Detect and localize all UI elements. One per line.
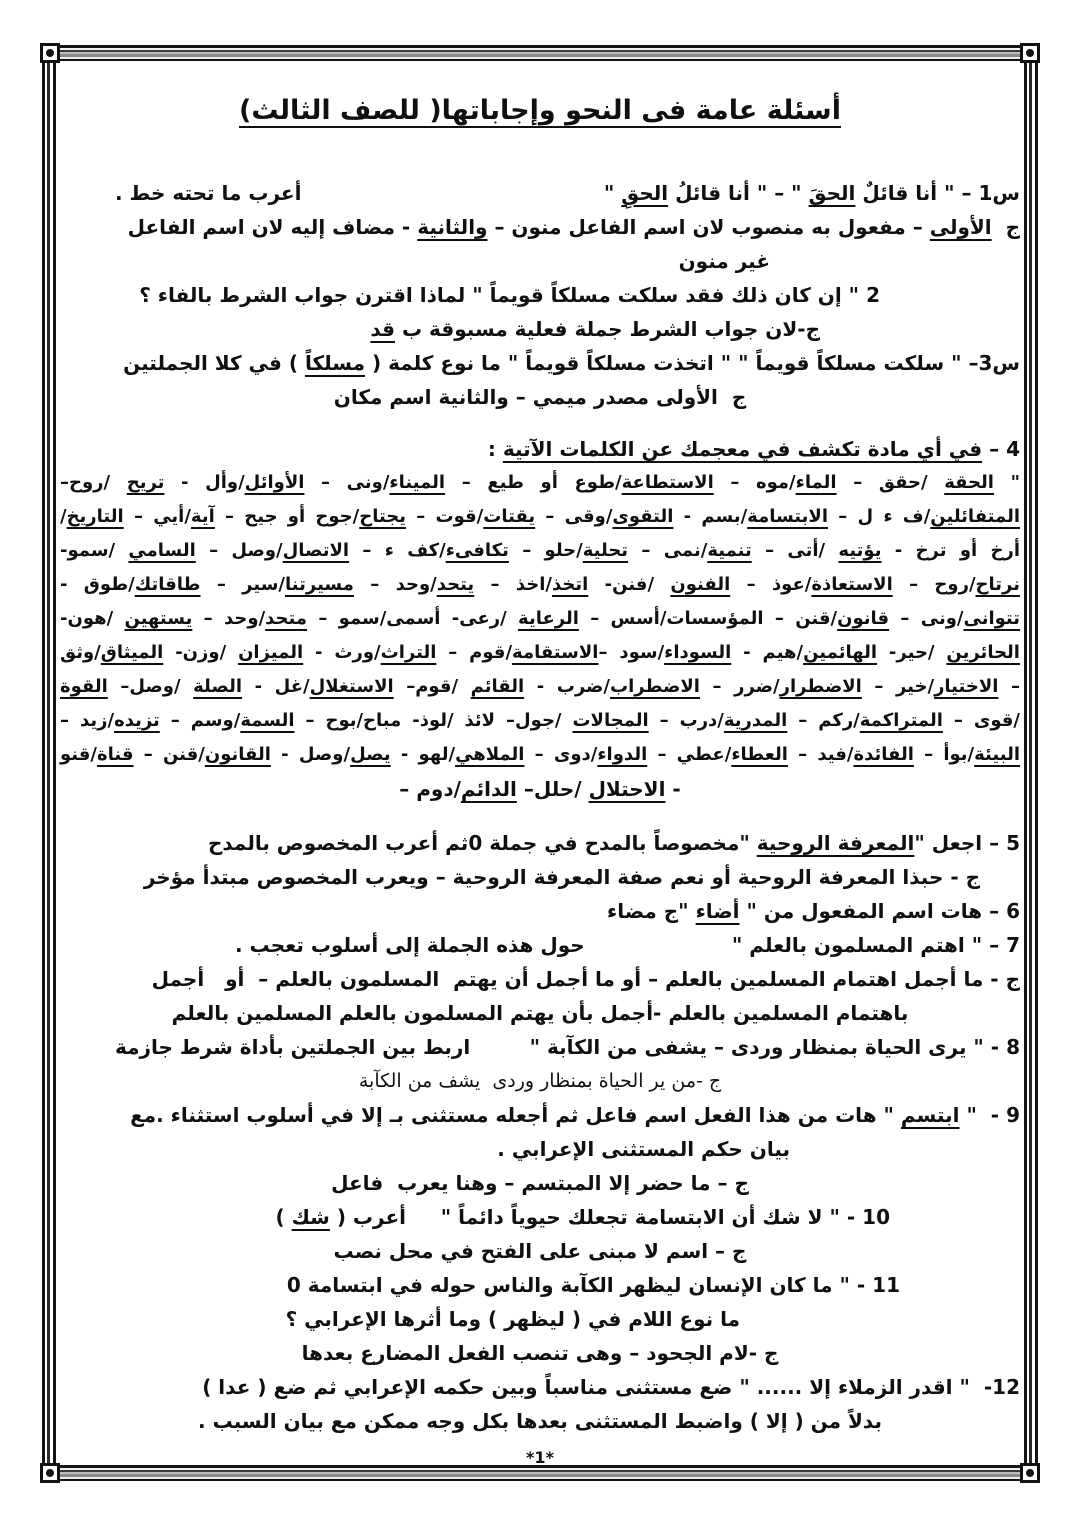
border-frame-bottom: [42, 1465, 1038, 1481]
underlined-word: والثانية: [417, 215, 488, 239]
underlined-word: الميثاق: [100, 642, 164, 663]
answer-7: ج - ما أجمل اهتمام المسلمين بالعلم – أو ما أجمل أن يهتم المسلمون بالعلم – أو أجمل: [151, 967, 1020, 991]
underlined-word: الاتصال: [282, 540, 350, 561]
underlined-word: الميزان: [238, 642, 304, 663]
underlined-word: تحلية: [582, 540, 629, 561]
underlined-word: الحقَ: [808, 181, 856, 205]
question-8: [60, 1030, 1020, 1064]
underlined-word: يتحد: [436, 574, 475, 595]
answer-8: ج -من ير الحياة بمنظار وردى يشف من الكآبة: [358, 1070, 722, 1092]
underlined-word: الاستقامة: [512, 642, 599, 663]
underlined-word: القانون: [204, 744, 271, 765]
word-list-line-6: الحائرين /حير- الهائمين/هيم - السوداء/سود –الاستقامة/قوم – التراث/ورث - الميزان /وزن- الميثاق/وثق: [60, 642, 1020, 663]
underlined-word: الرعاية: [518, 608, 579, 629]
underlined-word: الأوائل: [244, 472, 305, 493]
answer-1: ج الأولى – مفعول به منصوب لان اسم الفاعل منون – والثانية - مضاف إليه لان اسم الفاعل: [127, 215, 1020, 239]
answer-7-continued: باهتمام المسلمين بالعلم -أجمل بأن يهتم المسلمون بالعلم المسلمين بالعلم: [171, 1001, 909, 1025]
underlined-word: نرتاح: [975, 574, 1020, 595]
underlined-word: اتخذ: [552, 574, 589, 595]
line-right-part: 8 - " يرى الحياة بمنظار وردى – يشفى من الكآبة ": [529, 1035, 1020, 1059]
underlined-word: الهائمين: [803, 642, 878, 663]
word-list-line-2: المتفائلين/ف ء ل – الابتسامة/بسم - التقوى/وقى – يقتات/قوت – يجتاح/جوح أو جيح – آية/أيي – التاريخ/: [60, 506, 1020, 527]
question-4: 4 – في أي مادة تكشف في معجمك عن الكلمات الآتية :: [487, 437, 1020, 461]
answer-10: ج – اسم لا مبنى على الفتح في محل نصب: [333, 1239, 747, 1263]
underlined-word: الاضطرار: [779, 676, 862, 697]
underlined-word: الملاهي: [455, 744, 525, 765]
underlined-word: تتوانى: [963, 608, 1021, 629]
underlined-word: قد: [370, 317, 396, 341]
underlined-word: يستهين: [124, 608, 193, 629]
underlined-word: الصلة: [193, 676, 243, 697]
word-list-line-3: أرخ أو ترخ - يؤتيه /أتى – تنمية/نمى – تحلية/حلو – تكافىء/كف ء – الاتصال/وصل – السامي /سمو-: [60, 540, 1020, 561]
question-10: 10 - " لا شك أن الابتسامة تجعلك حيوياً دائماً " أعرب ( شك ): [275, 1205, 890, 1229]
question-11-continued: ما نوع اللام في ( ليظهر ) وما أثرها الإعرابي ؟: [285, 1307, 740, 1331]
underlined-word: المجالات: [572, 710, 649, 731]
underlined-word: السمة: [240, 710, 295, 731]
underlined-word: القوة: [60, 676, 108, 697]
underlined-word: الاستطاعة: [621, 472, 714, 493]
underlined-word: تكافىء: [445, 540, 509, 561]
line-left-part: حول هذه الجملة إلى أسلوب تعجب .: [235, 933, 585, 957]
word-list-line-10: - الاحتلال /حلل– الدائم/دوم –: [399, 777, 681, 801]
underlined-word: التراث: [380, 642, 437, 663]
line-left-part: اربط بين الجملتين بأداة شرط جازمة: [115, 1035, 471, 1059]
underlined-word: الدائم: [460, 777, 517, 801]
underlined-word: الفنون: [670, 574, 731, 595]
question-1: [60, 176, 1020, 210]
line-right-part: س1 – " أنا قائلٌ الحقَ " – " أنا قائلُ الحقِ ": [603, 181, 1020, 205]
underlined-word: آية: [190, 506, 215, 527]
underlined-word: الحقة: [944, 472, 994, 493]
document-content: [60, 61, 1020, 1465]
word-list-line-9: البيئة/بوأ – الفائدة/فيد – العطاء/عطي – الدواء/دوى – الملاهي/لهو - يصل/وصل - القانون/قنن – قناة/قنو: [60, 744, 1021, 765]
underlined-word: تنمية: [707, 540, 752, 561]
underlined-word: قناة: [97, 744, 134, 765]
answer-1-continued: غير منون: [678, 249, 770, 273]
question-9-continued: بيان حكم المستثنى الإعرابي .: [497, 1137, 790, 1161]
underlined-word: قانون: [837, 608, 890, 629]
underlined-word: الاحتلال: [588, 777, 666, 801]
underlined-word: الابتسامة: [747, 506, 828, 527]
underlined-word: البيئة: [974, 744, 1021, 765]
question-2: 2 " إن كان ذلك فقد سلكت مسلكاً قويماً " لماذا اقترن جواب الشرط بالفاء ؟: [139, 283, 880, 307]
answer-9: ج – ما حضر إلا المبتسم – وهنا يعرب فاعل: [331, 1171, 749, 1195]
answer-5: ج - حبذا المعرفة الروحية أو نعم صفة المعرفة الروحية – ويعرب المخصوص مبتدأ مؤخر: [143, 865, 980, 889]
border-corner-bottom-left: [40, 1463, 60, 1483]
underlined-word: تزيده: [114, 710, 160, 731]
word-list-line-7: – الاختيار/خير – الاضطرار/ضرر – الاضطراب/ضرب - القائم /قوم– الاستغلال/غل - الصلة /وصل– القوة: [60, 676, 1020, 697]
border-corner-bottom-right: [1020, 1463, 1040, 1483]
answer-2: ج-لان جواب الشرط جملة فعلية مسبوقة ب قد: [370, 317, 820, 341]
underlined-word: التاريخ: [66, 506, 124, 527]
underlined-word: المتفائلين: [930, 506, 1020, 527]
underlined-word: التقوى: [612, 506, 674, 527]
question-3: س3– " سلكت مسلكاً قويماً " " اتخذت مسلكاً قويماً " ما نوع كلمة ( مسلكاً ) في كلا الجملتين: [123, 351, 1020, 375]
question-5: 5 – اجعل "المعرفة الروحية "مخصوصاً بالمدح في جملة 0ثم أعرب المخصوص بالمدح: [207, 831, 1020, 855]
border-corner-top-right: [1020, 43, 1040, 63]
underlined-word: طاقاتك: [134, 574, 201, 595]
underlined-word: متحد: [265, 608, 308, 629]
underlined-word: الماء: [795, 472, 837, 493]
underlined-word: مسلكاً: [304, 351, 365, 375]
word-list-line-8: /قوى – المتراكمة/ركم – المدرية/درب – المجالات /جول– لائذ /لوذ- مباح/بوح – السمة/وسم – تزيده/زيد –: [60, 710, 1021, 731]
word-list-line-5: تتوانى/ونى – قانون/قنن – المؤسسات/أسس – الرعاية /رعى- أسمى/سمو – متحد/وحد – يستهين /هون-: [60, 608, 1021, 629]
question-7: [60, 928, 1020, 962]
line-right-part: 7 – " اهتم المسلمون بالعلم ": [731, 933, 1020, 957]
underlined-word: يقتات: [483, 506, 536, 527]
underlined-word: في أي مادة تكشف في معجمك عن الكلمات الآتية: [502, 437, 983, 461]
underlined-word: يصل: [350, 744, 391, 765]
underlined-word: الاختيار: [934, 676, 999, 697]
question-12: 12- " اقدر الزملاء إلا ...... " ضع مستثنى مناسباً وبين حكمه الإعرابي ثم ضع ( عدا ): [202, 1375, 1020, 1399]
underlined-word: الأولى: [929, 215, 992, 239]
question-6: 6 – هات اسم المفعول من " أضاء "ج مضاء: [606, 899, 1020, 923]
border-frame-left: [42, 45, 56, 1481]
answer-11: ج -لام الجحود – وهى تنصب الفعل المضارع بعدها: [301, 1341, 779, 1365]
underlined-word: الفائدة: [853, 744, 914, 765]
underlined-word: المعرفة الروحية: [756, 831, 915, 855]
underlined-word: مسيرتنا: [285, 574, 354, 595]
border-frame-right: [1024, 45, 1038, 1481]
question-11: 11 - " ما كان الإنسان ليظهر الكآبة والناس حوله في ابتسامة 0: [286, 1273, 900, 1297]
border-corner-top-left: [40, 43, 60, 63]
document-body: [60, 176, 1020, 1438]
underlined-word: شك: [291, 1205, 330, 1229]
underlined-word: تريح: [126, 472, 165, 493]
underlined-word: الاضطراب: [610, 676, 700, 697]
underlined-word: السوداء: [664, 642, 732, 663]
page-number: *1*: [526, 1448, 554, 1467]
underlined-word: الحقِ: [621, 181, 669, 205]
underlined-word: الحائرين: [946, 642, 1020, 663]
word-list-line-4: نرتاح/روح – الاستعاذة/عوذ – الفنون /فنن- اتخذ/اخذ – يتحد/وحد – مسيرتنا/سير – طاقاتك/طوق -: [60, 574, 1020, 595]
underlined-word: الاستغلال: [309, 676, 394, 697]
word-list-line-1: " الحقة /حقق – الماء/موه – الاستطاعة/طوع أو طيع – الميناء/ونى – الأوائل/وأل - تريح /روح–: [60, 472, 1020, 493]
border-frame-top: [42, 45, 1038, 61]
underlined-word: المتراكمة: [859, 710, 943, 731]
underlined-word: الدواء: [597, 744, 648, 765]
underlined-word: يجتاح: [359, 506, 407, 527]
underlined-word: القائم: [470, 676, 525, 697]
underlined-word: الاستعاذة: [811, 574, 893, 595]
underlined-word: ابتسم: [900, 1103, 960, 1127]
question-9: 9 - " ابتسم " هات من هذا الفعل اسم فاعل ثم أجعله مستثنى بـ إلا في أسلوب استثناء .مع: [130, 1103, 1020, 1127]
underlined-word: أضاء: [695, 899, 740, 923]
answer-3: ج الأولى مصدر ميمي – والثانية اسم مكان: [333, 385, 747, 409]
underlined-word: الميناء: [389, 472, 446, 493]
question-12-continued: بدلاً من ( إلا ) واضبط المستثنى بعدها بكل وجه ممكن مع بيان السبب .: [198, 1409, 882, 1433]
underlined-word: المدرية: [723, 710, 788, 731]
page-title: أسئلة عامة فى النحو وإجاباتها( للصف الثالث): [239, 95, 841, 126]
underlined-word: السامي: [128, 540, 196, 561]
underlined-word: يؤتيه: [838, 540, 882, 561]
line-left-part: أعرب ما تحته خط .: [115, 181, 302, 205]
underlined-word: العطاء: [731, 744, 788, 765]
